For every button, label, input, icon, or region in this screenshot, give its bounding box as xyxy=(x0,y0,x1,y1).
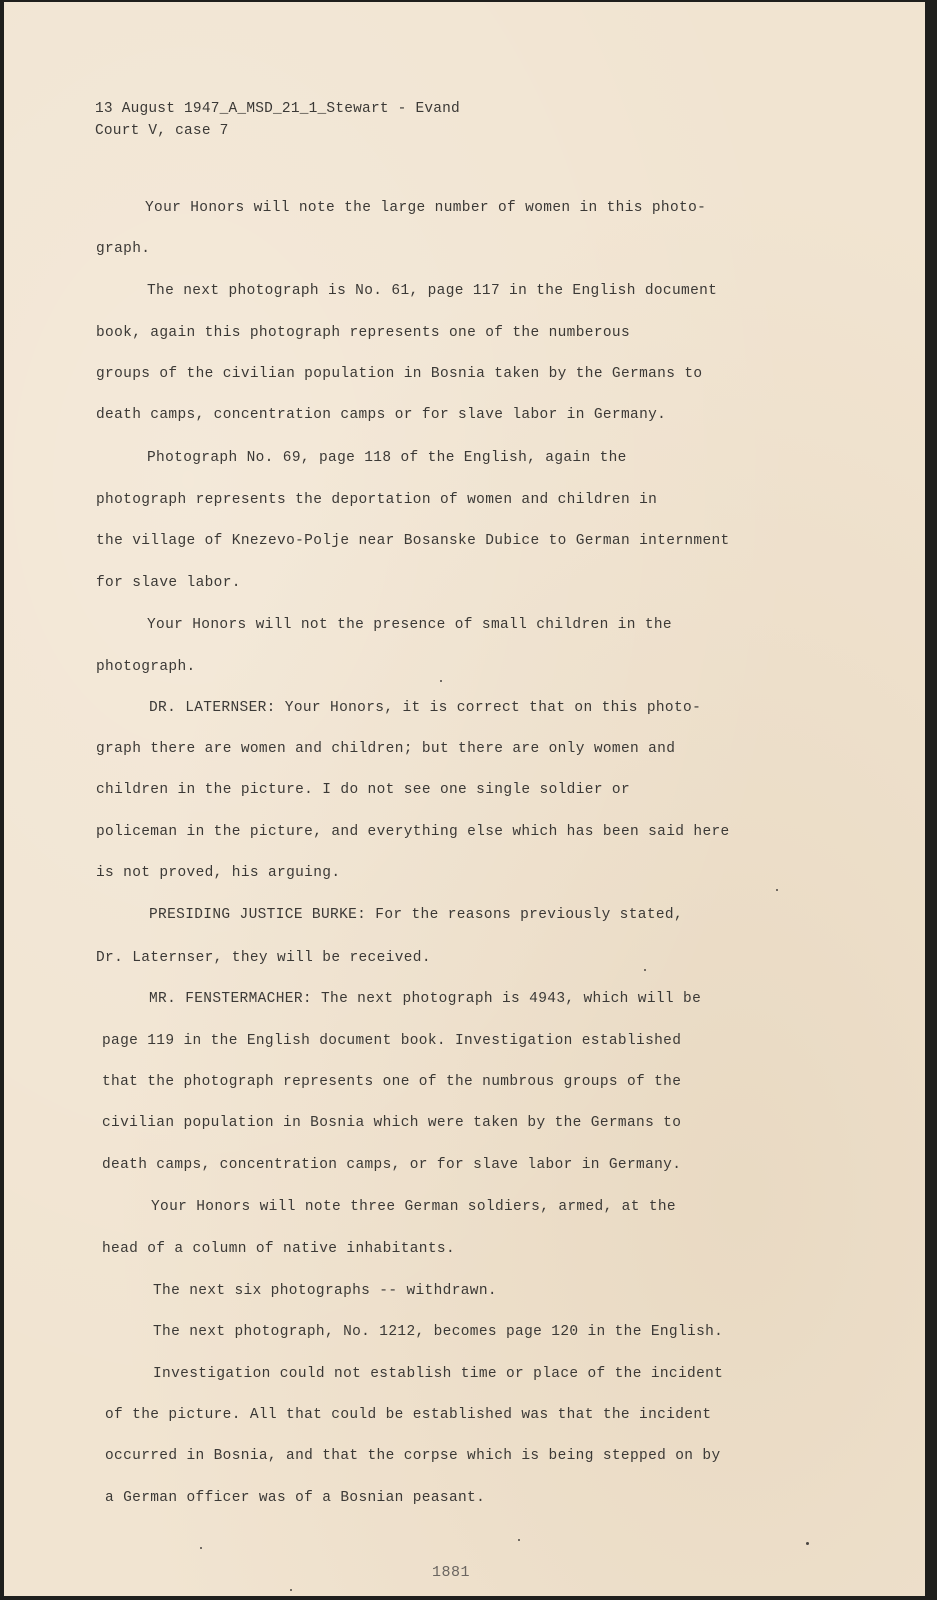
body-line: graph there are women and children; but there are only women and xyxy=(96,741,676,757)
body-line: head of a column of native inhabitants. xyxy=(102,1241,456,1257)
paper-speck xyxy=(806,1542,809,1545)
body-line: book, again this photograph represents one of the numberous xyxy=(96,325,631,341)
body-line: Your Honors will note three German soldiers, armed, at the xyxy=(151,1199,676,1215)
body-line: of the picture. All that could be established was that the incident xyxy=(105,1407,712,1423)
document-header xyxy=(95,98,460,142)
body-line: policeman in the picture, and everything else which has been said here xyxy=(96,824,730,840)
paper-speck xyxy=(200,1547,202,1549)
paper-speck xyxy=(776,889,778,891)
body-line: is not proved, his arguing. xyxy=(96,865,341,881)
body-line: Your Honors will note the large number of women in this photo- xyxy=(145,200,707,216)
body-line: photograph represents the deportation of women and children in xyxy=(96,492,658,508)
body-line: Photograph No. 69, page 118 of the English, again the xyxy=(147,450,627,466)
body-line: civilian population in Bosnia which were taken by the Germans to xyxy=(102,1115,682,1131)
body-line: for slave labor. xyxy=(96,575,241,591)
body-line: groups of the civilian population in Bosnia taken by the Germans to xyxy=(96,366,703,382)
body-line: Investigation could not establish time or place of the incident xyxy=(153,1366,724,1382)
paper-speck xyxy=(440,680,442,682)
body-line: the village of Knezevo-Polje near Bosanske Dubice to German internment xyxy=(96,533,730,549)
body-line: Dr. Laternser, they will be received. xyxy=(96,950,431,966)
body-line: that the photograph represents one of the numbrous groups of the xyxy=(102,1074,682,1090)
body-line: MR. FENSTERMACHER: The next photograph is 4943, which will be xyxy=(149,991,702,1007)
header-date-line: 13 August 1947_A_MSD_21_1_Stewart - Evand xyxy=(95,101,460,117)
document-page xyxy=(4,2,925,1596)
body-line: death camps, concentration camps, or for slave labor in Germany. xyxy=(102,1157,682,1173)
body-line: children in the picture. I do not see one single soldier or xyxy=(96,782,631,798)
paper-speck xyxy=(290,1589,292,1591)
body-line: graph. xyxy=(96,241,151,257)
body-line: The next photograph is No. 61, page 117 in the English document xyxy=(147,283,718,299)
body-line: page 119 in the English document book. Investigation established xyxy=(102,1033,682,1049)
body-line: a German officer was of a Bosnian peasant. xyxy=(105,1490,486,1506)
body-line: Your Honors will not the presence of small children in the xyxy=(147,617,672,633)
body-line: The next six photographs -- withdrawn. xyxy=(153,1283,497,1299)
header-court-line: Court V, case 7 xyxy=(95,123,229,139)
body-line: occurred in Bosnia, and that the corpse which is being stepped on by xyxy=(105,1448,721,1464)
body-line: death camps, concentration camps or for slave labor in Germany. xyxy=(96,407,667,423)
paper-speck xyxy=(644,969,646,971)
body-line: PRESIDING JUSTICE BURKE: For the reasons previously stated, xyxy=(149,907,684,923)
body-line: photograph. xyxy=(96,659,196,675)
page-number: 1881 xyxy=(432,1564,471,1581)
body-line: The next photograph, No. 1212, becomes page 120 in the English. xyxy=(153,1324,724,1340)
body-line: DR. LATERNSER: Your Honors, it is correct that on this photo- xyxy=(149,700,702,716)
paper-speck xyxy=(518,1539,520,1541)
